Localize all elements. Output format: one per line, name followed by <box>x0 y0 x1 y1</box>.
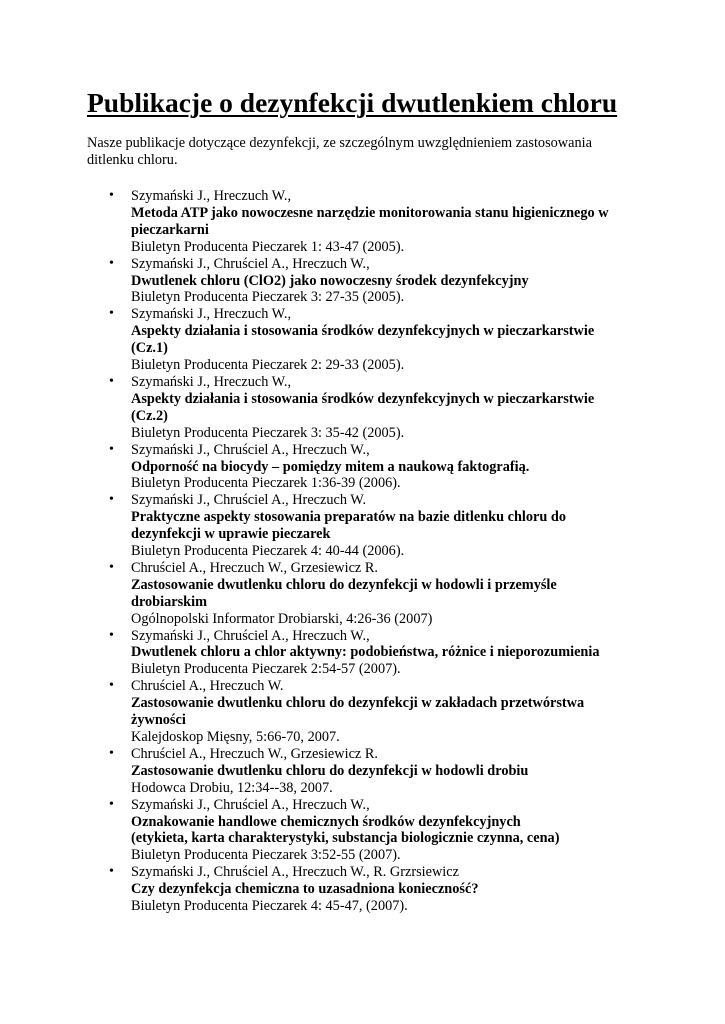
bullet-icon: • <box>109 678 114 694</box>
publication-list <box>87 188 647 915</box>
publication-title: Czy dezynfekcja chemiczna to uzasadniona konieczność? <box>131 881 479 898</box>
document-page <box>87 86 647 915</box>
publication-authors: Szymański J., Chruściel A., Hreczuch W., <box>131 796 370 813</box>
publication-source: Biuletyn Producenta Pieczarek 2: 29-33 (2005). <box>131 357 405 374</box>
publication-item <box>87 306 647 374</box>
publication-authors: Szymański J., Hreczuch W., <box>131 373 292 390</box>
publication-item <box>87 628 647 679</box>
publication-title: Aspekty działania i stosowania środków dezynfekcyjnych w pieczarkarstwie (Cz.1) <box>131 323 595 357</box>
publication-authors: Chruściel A., Hreczuch W., Grzesiewicz R. <box>131 559 378 576</box>
publication-authors: Szymański J., Chruściel A., Hreczuch W., R. Grzrsiewicz <box>131 864 459 881</box>
publication-item <box>87 188 647 256</box>
publication-title: Praktyczne aspekty stosowania preparatów na bazie ditlenku chloru do dezynfekcji w uprawie pieczarek <box>131 509 567 543</box>
publication-authors: Szymański J., Chruściel A., Hreczuch W. <box>131 492 367 509</box>
intro-paragraph: Nasze publikacje dotyczące dezynfekcji, ze szczególnym uwzględnieniem zastosowania ditlenku chloru. <box>87 135 592 168</box>
publication-item <box>87 678 647 746</box>
publication-title: Aspekty działania i stosowania środków dezynfekcyjnych w pieczarkarstwie (Cz.2) <box>131 390 595 424</box>
bullet-icon: • <box>109 492 114 508</box>
publication-item <box>87 746 647 797</box>
publication-source: Biuletyn Producenta Pieczarek 3:52-55 (2007). <box>131 847 401 864</box>
publication-item <box>87 442 647 493</box>
bullet-icon: • <box>109 864 114 880</box>
publication-item <box>87 864 647 915</box>
publication-source: Biuletyn Producenta Pieczarek 2:54-57 (2007). <box>131 661 401 678</box>
publication-source: Hodowca Drobiu, 12:34--38, 2007. <box>131 779 333 796</box>
bullet-icon: • <box>109 796 114 812</box>
publication-authors: Chruściel A., Hreczuch W., Grzesiewicz R. <box>131 745 378 762</box>
page-title: Publikacje o dezynfekcji dwutlenkiem chloru <box>87 87 618 118</box>
publication-title: Dwutlenek chloru a chlor aktywny: podobieństwa, różnice i nieporozumienia <box>131 644 600 661</box>
bullet-icon: • <box>109 627 114 643</box>
publication-authors: Szymański J., Chruściel A., Hreczuch W., <box>131 441 370 458</box>
bullet-icon: • <box>109 441 114 457</box>
publication-source: Biuletyn Producenta Pieczarek 4: 45-47, (2007). <box>131 898 408 915</box>
bullet-icon: • <box>109 745 114 761</box>
publication-source: Biuletyn Producenta Pieczarek 1:36-39 (2006). <box>131 475 401 492</box>
publication-item <box>87 492 647 560</box>
bullet-icon: • <box>109 559 114 575</box>
publication-title: Zastosowanie dwutlenku chloru do dezynfekcji w hodowli i przemyśle drobiarskim <box>131 576 557 610</box>
publication-title: Oznakowanie handlowe chemicznych środków dezynfekcyjnych (etykieta, karta charakterystyki, substancja biologicznie czynna, cena) <box>131 813 560 847</box>
publication-item <box>87 560 647 628</box>
publication-source: Kalejdoskop Mięsny, 5:66-70, 2007. <box>131 729 340 745</box>
publication-title: Zastosowanie dwutlenku chloru do dezynfekcji w hodowli drobiu <box>131 762 529 779</box>
publication-authors: Szymański J., Hreczuch W., <box>131 306 292 323</box>
publication-title: Odporność na biocydy – pomiędzy mitem a naukową faktografią. <box>131 458 530 475</box>
publication-title: Zastosowanie dwutlenku chloru do dezynfekcji w zakładach przetwórstwa żywności <box>131 695 585 729</box>
publication-authors: Szymański J., Hreczuch W., <box>131 188 292 204</box>
publication-item <box>87 256 647 307</box>
publication-authors: Szymański J., Chruściel A., Hreczuch W., <box>131 627 370 644</box>
publication-source: Biuletyn Producenta Pieczarek 1: 43-47 (2005). <box>131 238 405 255</box>
publication-title: Metoda ATP jako nowoczesne narzędzie monitorowania stanu higienicznego w pieczarkarni <box>131 204 609 238</box>
bullet-icon: • <box>109 306 114 322</box>
publication-source: Biuletyn Producenta Pieczarek 3: 35-42 (2005). <box>131 424 405 441</box>
publication-source: Biuletyn Producenta Pieczarek 3: 27-35 (2005). <box>131 289 405 306</box>
bullet-icon: • <box>109 188 114 203</box>
publication-title: Dwutlenek chloru (ClO2) jako nowoczesny środek dezynfekcyjny <box>131 272 529 289</box>
publication-item <box>87 797 647 865</box>
publication-source: Ogólnopolski Informator Drobiarski, 4:26-36 (2007) <box>131 610 433 627</box>
bullet-icon: • <box>109 373 114 389</box>
publication-source: Biuletyn Producenta Pieczarek 4: 40-44 (2006). <box>131 543 405 560</box>
publication-item <box>87 374 647 442</box>
publication-authors: Szymański J., Chruściel A., Hreczuch W., <box>131 255 370 272</box>
publication-authors: Chruściel A., Hreczuch W. <box>131 678 284 695</box>
bullet-icon: • <box>109 255 114 271</box>
